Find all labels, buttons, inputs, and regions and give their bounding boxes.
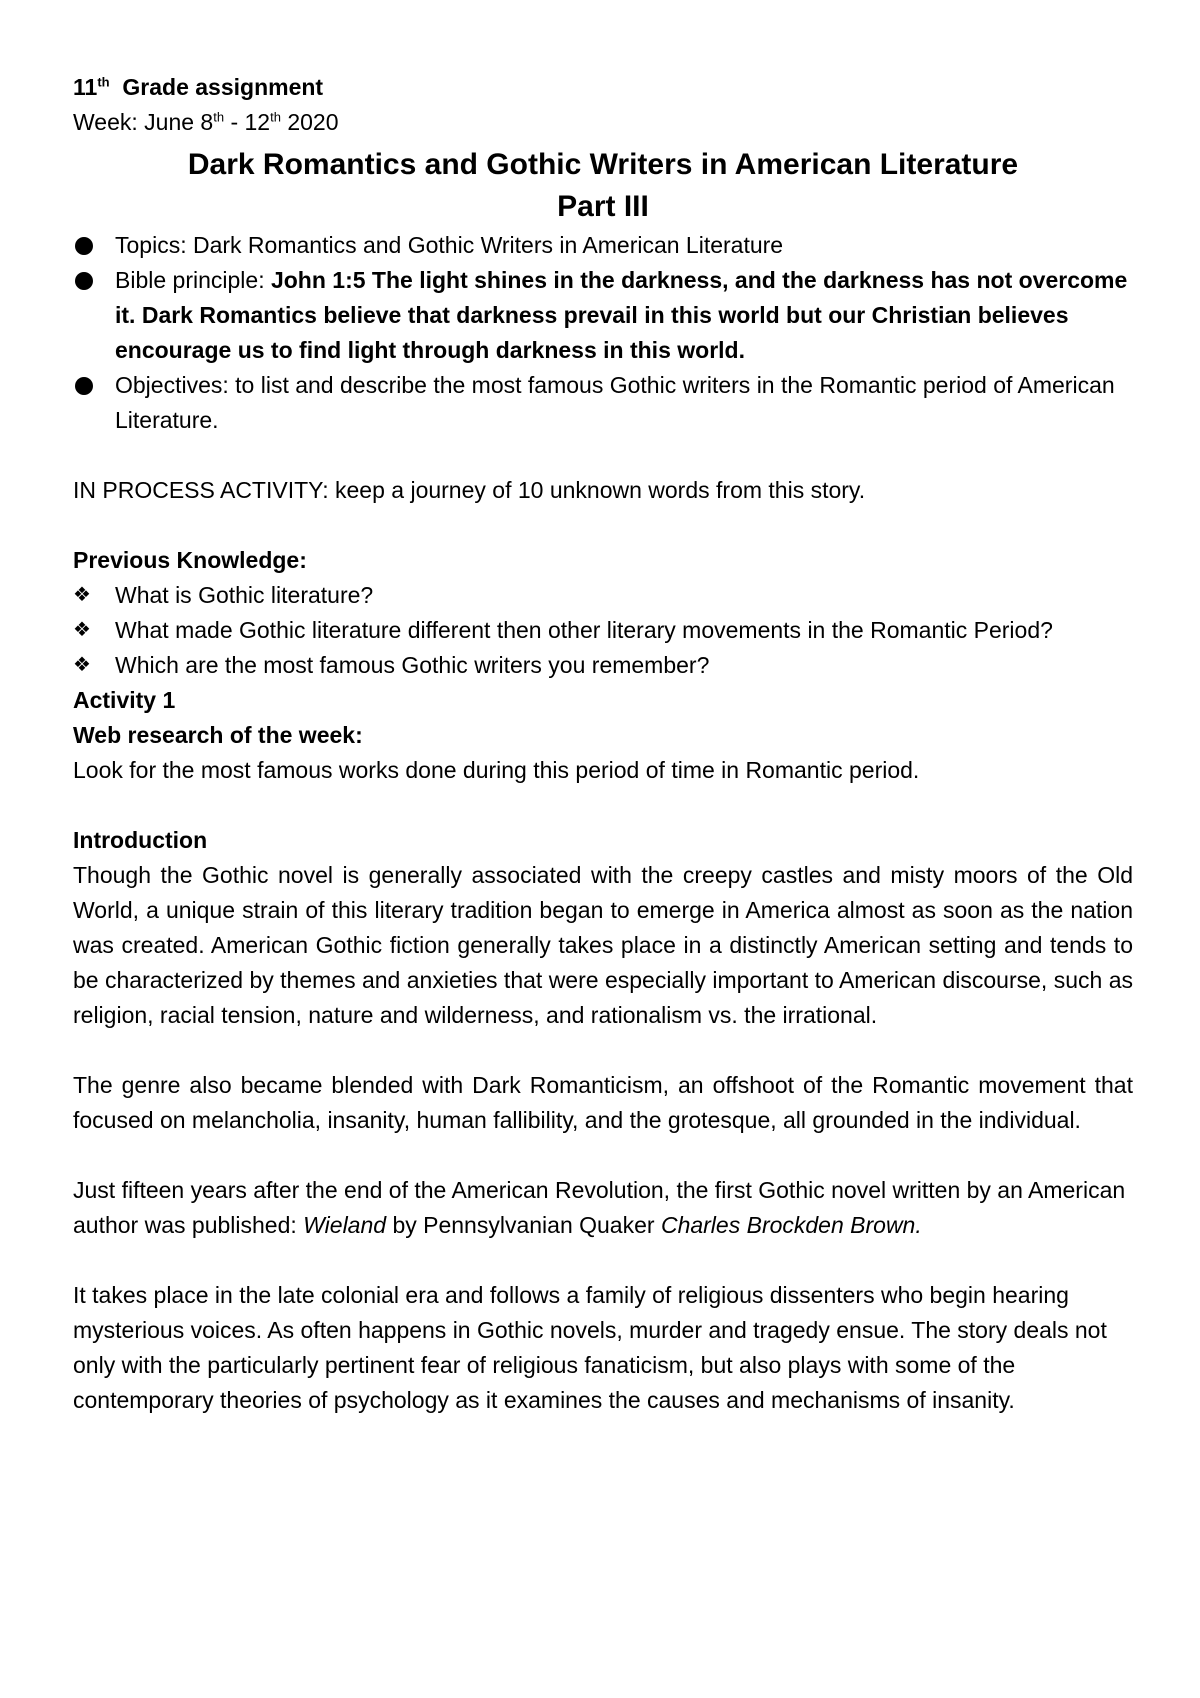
introduction-paragraph-3: Just fifteen years after the end of the American Revolution, the first Gothic novel written by an American author was published: Wieland by Pennsylvanian Quaker Charles Brockden Brown.	[73, 1177, 1126, 1238]
diamond-icon: ❖	[73, 654, 91, 676]
list-item: Bible principle: John 1:5 The light shines in the darkness, and the darkness has not overcome it. Dark Romantics believe that darkness prevail in this world but our Christian believes encourage us to find light through darkness in this world.	[73, 263, 1133, 368]
overview-list	[73, 228, 1133, 438]
page-subtitle: Part III	[557, 190, 649, 223]
bullet-icon	[75, 237, 93, 255]
diamond-icon: ❖	[73, 619, 91, 641]
grade-line: 11th Grade assignment	[73, 74, 324, 100]
introduction-paragraph-2: The genre also became blended with Dark Romanticism, an offshoot of the Romantic movement that focused on melancholia, insanity, human fallibility, and the grotesque, all grounded in the individual.	[73, 1072, 1133, 1133]
in-process-activity: IN PROCESS ACTIVITY: keep a journey of 10 unknown words from this story.	[73, 477, 866, 503]
list-item: ❖ What is Gothic literature?	[73, 578, 1133, 613]
document-page	[73, 70, 1133, 1418]
previous-knowledge-heading: Previous Knowledge:	[73, 547, 307, 573]
bullet-icon	[75, 377, 93, 395]
list-item: Topics: Dark Romantics and Gothic Writers in American Literature	[73, 228, 1133, 263]
introduction-heading: Introduction	[73, 827, 208, 853]
page-title: Dark Romantics and Gothic Writers in American Literature	[187, 148, 1019, 181]
week-line: Week: June 8th - 12th 2020	[73, 109, 339, 135]
introduction-paragraph-4: It takes place in the late colonial era and follows a family of religious dissenters who begin hearing mysterious voices. As often happens in Gothic novels, murder and tragedy ensue. The story deals not only with the particularly pertinent fear of religious fanaticism, but also plays with some of the contemporary theories of psychology as it examines the causes and mechanisms of insanity.	[73, 1282, 1107, 1413]
activity-text: Look for the most famous works done during this period of time in Romantic period.	[73, 757, 920, 783]
bullet-icon	[75, 272, 93, 290]
activity-subheading: Web research of the week:	[73, 722, 363, 748]
list-item: ❖ Which are the most famous Gothic writers you remember?	[73, 648, 1133, 683]
diamond-icon: ❖	[73, 584, 91, 606]
list-item: Objectives: to list and describe the most famous Gothic writers in the Romantic period of American Literature.	[73, 368, 1133, 438]
activity-heading: Activity 1	[73, 687, 176, 713]
introduction-paragraph-1: Though the Gothic novel is generally associated with the creepy castles and misty moors of the Old World, a unique strain of this literary tradition began to emerge in America almost as soon as the nation was created. American Gothic fiction generally takes place in a distinctly American setting and tends to be characterized by themes and anxieties that were especially important to American discourse, such as religion, racial tension, nature and wilderness, and rationalism vs. the irrational.	[73, 862, 1133, 1028]
list-item: ❖ What made Gothic literature different then other literary movements in the Romantic Period?	[73, 613, 1133, 648]
previous-knowledge-list	[73, 578, 1133, 683]
